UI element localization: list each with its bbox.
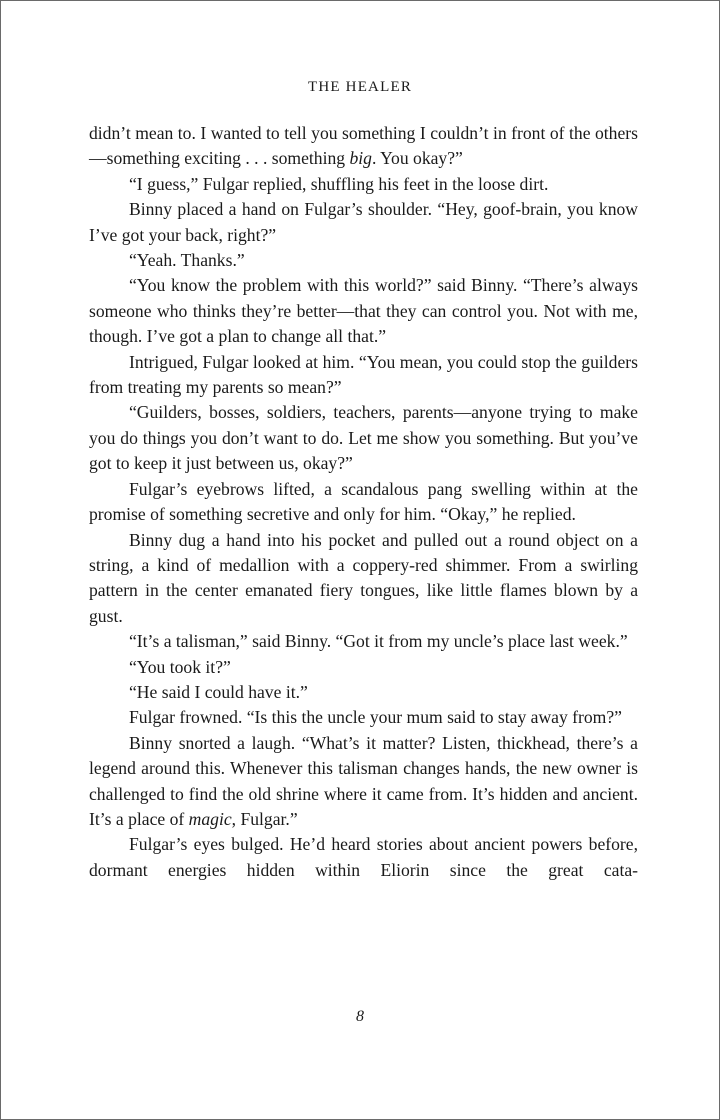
paragraph <box>89 197 638 248</box>
text-run: “Yeah. Thanks.” <box>129 250 245 271</box>
running-head: THE HEALER <box>307 79 413 95</box>
paragraph <box>89 400 638 476</box>
paragraph <box>89 629 638 654</box>
text-run: , Fulgar.” <box>231 808 298 829</box>
text-run: “It’s a talisman,” said Binny. “Got it from my uncle’s place last week.” <box>129 631 628 652</box>
paragraph <box>89 832 638 883</box>
text-run: “You know the problem with this world?” said Binny. “There’s always someone who thinks they’re better—that they can control you. Not with me, though. I’ve got a plan to change all that.” <box>89 275 638 347</box>
text-run: Binny placed a hand on Fulgar’s shoulder. “Hey, goof-brain, you know I’ve got your back, right?” <box>89 199 638 245</box>
text-run: Binny snorted a laugh. “What’s it matter? Listen, thickhead, there’s a legend around this. Whenever this talisman changes hands, the new owner is challenged to find the old shrine where it came from. It’s hidden and ancient. It’s a place of <box>89 732 638 829</box>
text-run: Binny dug a hand into his pocket and pulled out a round object on a string, a kind of medallion with a coppery-red shimmer. From a swirling pattern in the center emanated fiery tongues, like little flames blown by a gust. <box>89 529 638 626</box>
italic-text: big <box>349 148 372 169</box>
text-run: “Guilders, bosses, soldiers, teachers, parents—anyone trying to make you do things you don’t want to do. Let me show you something. But you’ve got to keep it just between us, okay?” <box>89 402 638 474</box>
text-run: “You took it?” <box>129 656 231 677</box>
paragraph <box>89 528 638 630</box>
text-run: Fulgar’s eyes bulged. He’d heard stories about ancient powers before, dormant energies hidden within Eliorin since the great cata- <box>89 834 638 880</box>
page-number: 8 <box>356 1008 364 1025</box>
text-run: Fulgar’s eyebrows lifted, a scandalous pang swelling within at the promise of something secretive and only for him. “Okay,” he replied. <box>89 478 638 525</box>
paragraph <box>89 477 638 528</box>
paragraph <box>89 248 638 273</box>
paragraph <box>89 655 638 680</box>
paragraph <box>89 172 638 197</box>
paragraph <box>89 273 638 349</box>
text-run: “I guess,” Fulgar replied, shuffling his feet in the loose dirt. <box>129 173 549 194</box>
paragraph <box>89 680 638 705</box>
italic-text: magic <box>188 808 232 829</box>
text-run: didn’t mean to. I wanted to tell you something I couldn’t in front of the others—something exciting . . . something <box>89 123 638 169</box>
text-run: Fulgar frowned. “Is this the uncle your mum said to stay away from?” <box>129 707 622 728</box>
paragraph <box>89 350 638 401</box>
text-run: Intrigued, Fulgar looked at him. “You mean, you could stop the guilders from treating my parents so mean?” <box>89 351 638 398</box>
body-text <box>89 121 638 883</box>
text-run: . You okay?” <box>371 148 463 169</box>
paragraph <box>89 731 638 833</box>
paragraph <box>89 121 638 172</box>
paragraph <box>89 705 638 730</box>
text-run: “He said I could have it.” <box>129 681 308 702</box>
